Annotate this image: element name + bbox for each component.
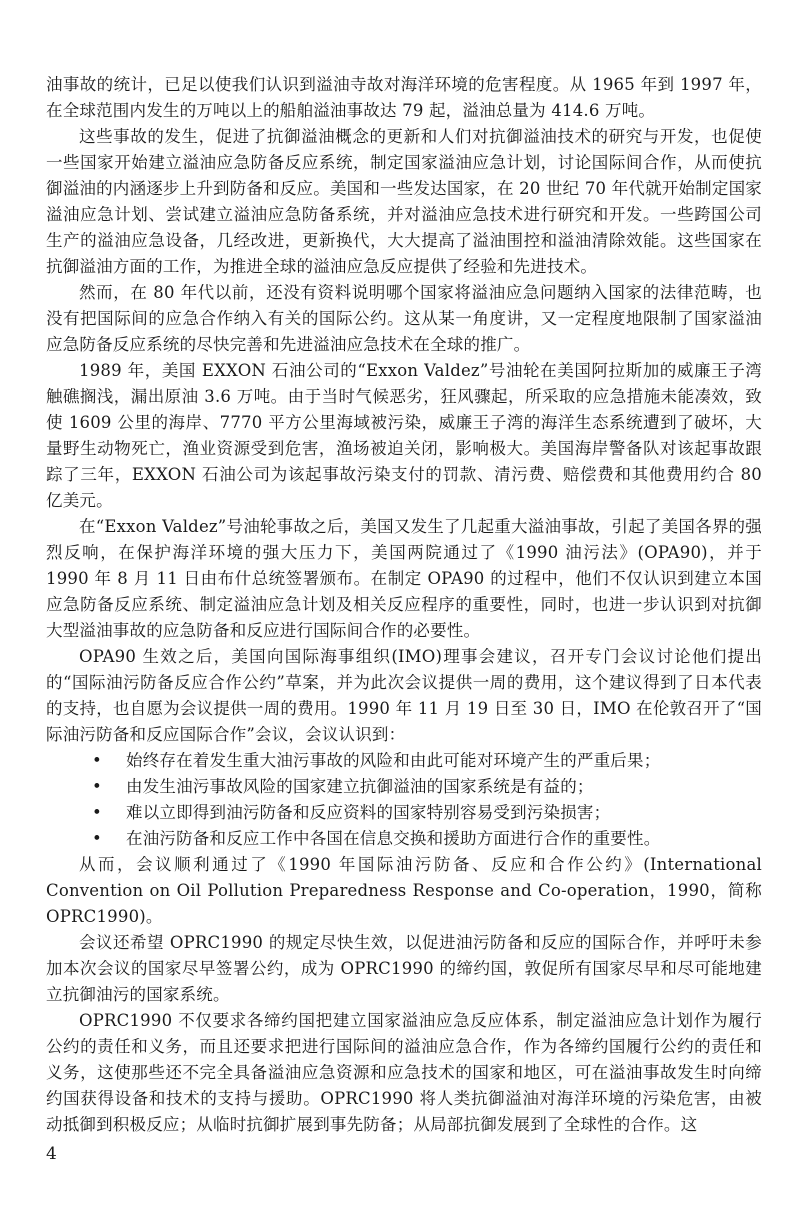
page-number: 4	[46, 1144, 57, 1164]
paragraph: 这些事故的发生，促进了抗御溢油概念的更新和人们对抗御溢油技术的研究与开发，也促使一些国家开始建立溢油应急防备反应系统，制定国家溢油应急计划，讨论国际间合作，从而使抗御溢油的内涵逐步上升到防备和反应。美国和一些发达国家，在 20 世纪 70 年代就开始制定国家溢油应急计划、尝试建立溢油应急防备系统，并对溢油应急技术进行研究和开发。一些跨国公司生产的溢油应急设备，几经改进，更新换代，大大提高了溢油围控和溢油清除效能。这些国家在抗御溢油方面的工作，为推进全球的溢油应急反应提供了经验和先进技术。	[46, 127, 762, 276]
bullet-text: 在油污防备和反应工作中各国在信息交换和援助方面进行合作的重要性。	[126, 829, 661, 848]
bullet-list	[46, 748, 762, 852]
bullet-text: 始终存在着发生重大油污事故的风险和由此可能对环境产生的严重后果；	[126, 751, 661, 770]
bullet-icon: •	[92, 803, 102, 822]
paragraph: 然而，在 80 年代以前，还没有资料说明哪个国家将溢油应急问题纳入国家的法律范畴，也没有把国际间的应急合作纳入有关的国际公约。这从某一角度讲，又一定程度地限制了国家溢油应急防备反应系统的尽快完善和先进溢油应急技术在全球的推广。	[46, 283, 762, 354]
bullet-icon: •	[92, 777, 102, 796]
paragraph: 油事故的统计，已足以使我们认识到溢油寺故对海洋环境的危害程度。从 1965 年到 1997 年，在全球范围内发生的万吨以上的船舶溢油事故达 79 起，溢油总量为 414.6 万吨。	[46, 75, 762, 120]
bullet-item	[92, 748, 762, 774]
paragraphs-bottom	[46, 852, 762, 1138]
paragraph: 1989 年，美国 EXXON 石油公司的“Exxon Valdez”号油轮在美国阿拉斯加的威廉王子湾触礁搁浅，漏出原油 3.6 万吨。由于当时气候恶劣，狂风骤起，所采取的应急措施未能凑效，致使 1609 公里的海岸、7770 平方公里海域被污染，威廉王子湾的海洋生态系统遭到了破坏，大量野生动物死亡，渔业资源受到危害，渔场被迫关闭，影响极大。美国海岸警备队对该起事故跟踪了三年，EXXON 石油公司为该起事故污染支付的罚款、清污费、赔偿费和其他费用约合 80 亿美元。	[46, 361, 762, 510]
bullet-text: 难以立即得到油污防备和反应资料的国家特别容易受到污染损害；	[126, 803, 611, 822]
bullet-icon: •	[92, 751, 102, 770]
paragraph: 从而，会议顺利通过了《1990 年国际油污防备、反应和合作公约》(International Convention on Oil Pollution Preparedness Response and Co-operation，1990，简称 OPRC1990)。	[46, 855, 762, 926]
paragraph: OPRC1990 不仅要求各缔约国把建立国家溢油应急反应体系，制定溢油应急计划作为履行公约的责任和义务，而且还要求把进行国际间的溢油应急合作，作为各缔约国履行公约的责任和义务，这使那些还不完全具备溢油应急资源和应急技术的国家和地区，可在溢油事故发生时向缔约国获得设备和技术的支持与援助。OPRC1990 将人类抗御溢油对海洋环境的污染危害，由被动抵御到积极反应；从临时抗御扩展到事先防备；从局部抗御发展到了全球性的合作。这	[46, 1011, 762, 1134]
paragraphs-top	[46, 72, 762, 748]
bullet-item	[92, 826, 762, 852]
bullet-item	[92, 774, 762, 800]
bullet-item	[92, 800, 762, 826]
paragraph: OPA90 生效之后，美国向国际海事组织(IMO)理事会建议，召开专门会议讨论他们提出的“国际油污防备反应合作公约”草案，并为此次会议提供一周的费用，这个建议得到了日本代表的支持，也自愿为会议提供一周的费用。1990 年 11 月 19 日至 30 日，IMO 在伦敦召开了“国际油污防备和反应国际合作”会议，会议认识到：	[46, 647, 762, 744]
paragraph: 会议还希望 OPRC1990 的规定尽快生效，以促进油污防备和反应的国际合作，并呼吁未参加本次会议的国家尽早签署公约，成为 OPRC1990 的缔约国，敦促所有国家尽早和尽可能地建立抗御油污的国家系统。	[46, 933, 762, 1004]
bullet-icon: •	[92, 829, 102, 848]
bullet-text: 由发生油污事故风险的国家建立抗御溢油的国家系统是有益的；	[126, 777, 594, 796]
paragraph: 在“Exxon Valdez”号油轮事故之后，美国又发生了几起重大溢油事故，引起了美国各界的强烈反响，在保护海洋环境的强大压力下，美国两院通过了《1990 油污法》(OPA90)，并于 1990 年 8 月 11 日由布什总统签署颁布。在制定 OPA90 的过程中，他们不仅认识到建立本国应急防备反应系统、制定溢油应急计划及相关反应程序的重要性，同时，也进一步认识到对抗御大型溢油事故的应急防备和反应进行国际间合作的必要性。	[46, 517, 762, 640]
